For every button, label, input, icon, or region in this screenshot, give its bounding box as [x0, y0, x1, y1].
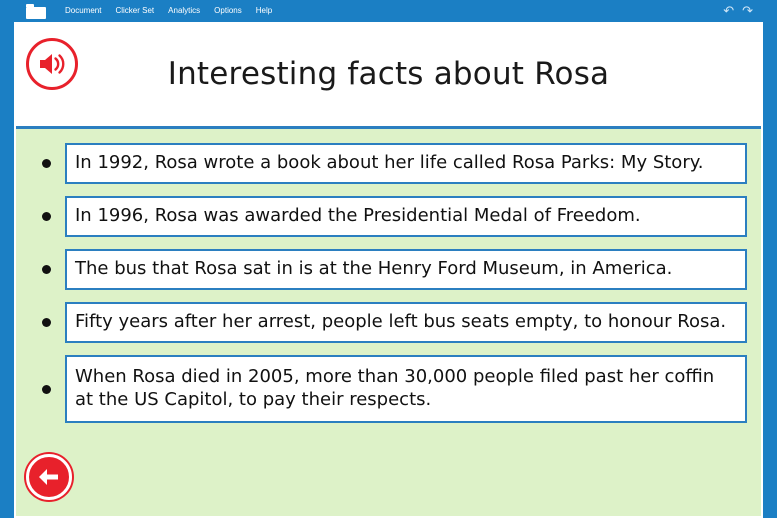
window-controls [723, 4, 753, 17]
redo-icon[interactable]: ↷ [742, 3, 753, 18]
fact-text-box[interactable]: Fifty years after her arrest, people left bus seats empty, to honour Rosa. [65, 302, 747, 343]
menu-item-analytics[interactable]: Analytics [168, 6, 201, 15]
menu-bar [0, 0, 777, 22]
bullet-icon [42, 212, 51, 221]
menu-item-options[interactable]: Options [214, 6, 242, 15]
fact-text-box[interactable]: The bus that Rosa sat in is at the Henry Ford Museum, in America. [65, 249, 747, 290]
slide-content-area [16, 129, 761, 518]
list-item [16, 249, 761, 290]
bullet-icon [42, 265, 51, 274]
bullet-icon [42, 385, 51, 394]
menu-item-document[interactable]: Document [65, 6, 102, 15]
bullet-icon [42, 318, 51, 327]
list-item [16, 355, 761, 423]
page-title: Interesting facts about Rosa [167, 56, 610, 92]
fact-text-box[interactable]: In 1996, Rosa was awarded the Presidential Medal of Freedom. [65, 196, 747, 237]
slide-title-area [16, 24, 761, 129]
fact-text-box[interactable]: When Rosa died in 2005, more than 30,000 people filed past her coffin at the US Capitol, to pay their respects. [65, 355, 747, 423]
folder-icon[interactable] [26, 4, 46, 19]
fact-text-box[interactable]: In 1992, Rosa wrote a book about her life called Rosa Parks: My Story. [65, 143, 747, 184]
list-item [16, 302, 761, 343]
menu-item-clicker-set[interactable]: Clicker Set [115, 6, 155, 15]
undo-icon[interactable]: ↶ [723, 3, 735, 18]
bullet-icon [42, 159, 51, 168]
list-item [16, 143, 761, 184]
list-item [16, 196, 761, 237]
folder-icon-body [26, 7, 46, 19]
slide-canvas [14, 22, 763, 518]
back-arrow-icon[interactable] [26, 454, 72, 500]
menu-item-help[interactable]: Help [255, 6, 273, 15]
